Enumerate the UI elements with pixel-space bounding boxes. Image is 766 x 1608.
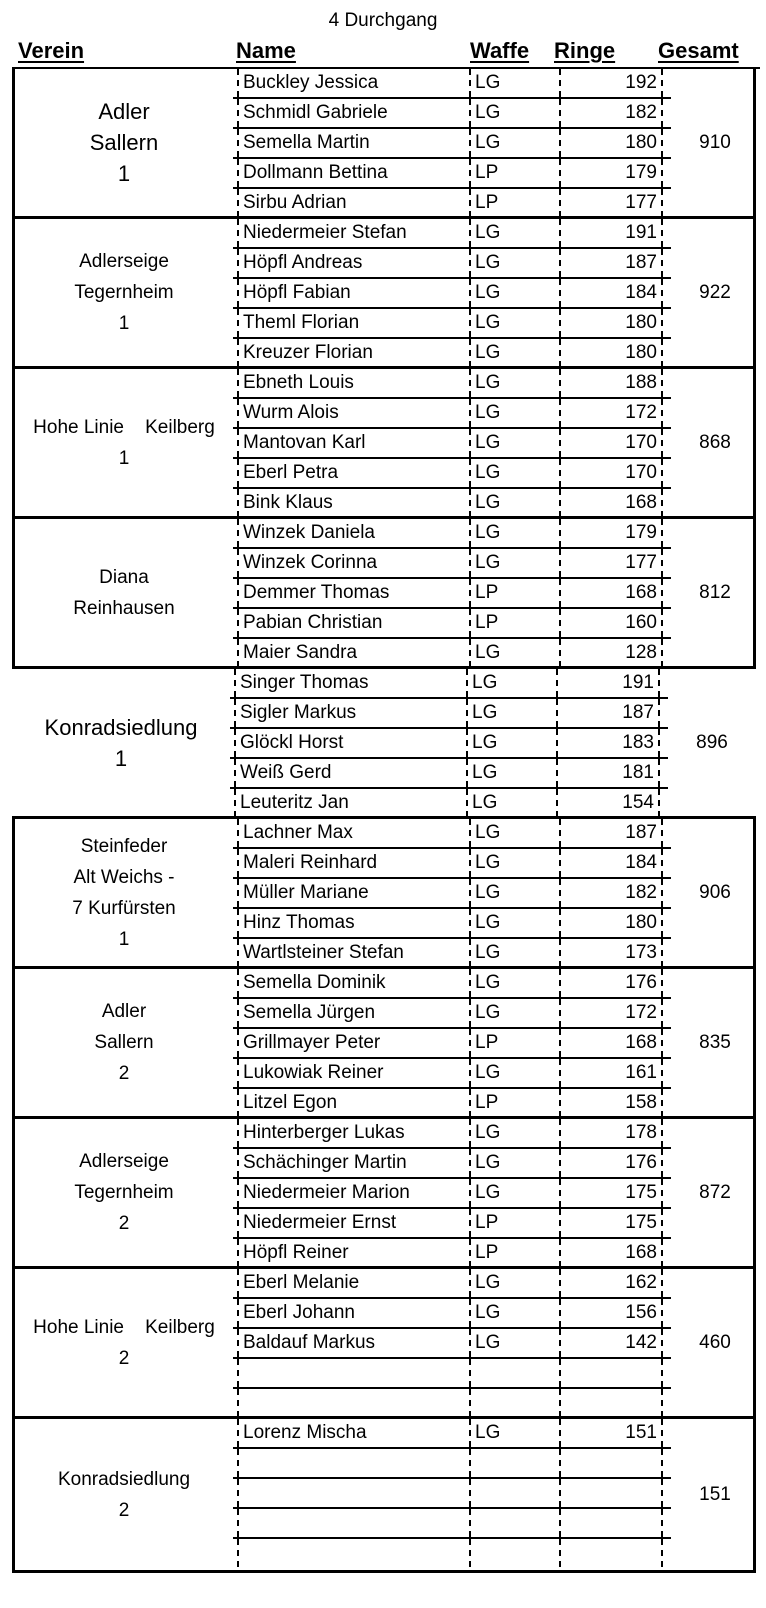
shooter-name — [237, 1359, 467, 1387]
table-row — [233, 279, 671, 309]
table-row — [233, 219, 671, 249]
team-club-name — [15, 1119, 233, 1266]
ring-score: 177 — [559, 549, 663, 577]
shooter-name: Schmidl Gabriele — [237, 99, 467, 127]
shooter-name: Wartlsteiner Stefan — [237, 939, 467, 967]
club-name-line: Konradsiedlung — [44, 714, 198, 740]
shooter-name: Höpfl Fabian — [237, 279, 467, 307]
club-name-line: Tegernheim — [74, 282, 174, 303]
shooter-name: Winzek Corinna — [237, 549, 467, 577]
ring-score: 182 — [559, 99, 663, 127]
shooter-name: Eberl Johann — [237, 1299, 467, 1327]
shooter-name: Schächinger Martin — [237, 1149, 467, 1177]
table-row — [233, 639, 671, 669]
team-club-name — [15, 969, 233, 1116]
table-row — [233, 1269, 671, 1299]
club-name-line: 7 Kurfürsten — [72, 897, 176, 919]
shooter-name: Lorenz Mischa — [237, 1419, 467, 1447]
ring-score: 183 — [556, 729, 660, 757]
table-row — [233, 1299, 671, 1329]
shooter-name: Maier Sandra — [237, 639, 467, 667]
club-name-line: 2 — [118, 1063, 130, 1084]
ring-score: 191 — [559, 219, 663, 247]
team-block — [12, 1269, 756, 1419]
club-name-line: Konradsiedlung — [57, 1468, 191, 1490]
table-row — [233, 819, 671, 849]
weapon-type: LG — [469, 279, 551, 307]
ring-score: 180 — [559, 129, 663, 157]
shooter-name: Hinterberger Lukas — [237, 1119, 467, 1147]
shooter-name: Ebneth Louis — [237, 369, 467, 397]
table-row — [233, 339, 671, 369]
table-row — [233, 579, 671, 609]
table-row — [233, 1239, 671, 1269]
table-row — [233, 1119, 671, 1149]
shooter-name: Demmer Thomas — [237, 579, 467, 607]
table-row — [233, 1179, 671, 1209]
shooter-name: Semella Jürgen — [237, 999, 467, 1027]
shooter-name: Wurm Alois — [237, 399, 467, 427]
header-ringe: Ringe — [554, 38, 616, 63]
team-block — [12, 69, 756, 219]
shooter-name: Maleri Reinhard — [237, 849, 467, 877]
table-row — [233, 309, 671, 339]
ring-score: 162 — [559, 1269, 663, 1297]
weapon-type: LG — [466, 729, 548, 757]
shooter-name: Semella Martin — [237, 129, 467, 157]
team-total: 835 — [699, 1031, 731, 1053]
ring-score — [559, 1509, 663, 1537]
ring-score: 182 — [559, 879, 663, 907]
weapon-type: LG — [466, 789, 548, 817]
weapon-type — [469, 1509, 551, 1537]
weapon-type: LG — [469, 339, 551, 367]
club-name-line: Reinhausen — [73, 597, 175, 619]
ring-score: 175 — [559, 1209, 663, 1237]
shooter-name: Buckley Jessica — [237, 69, 467, 97]
shooter-name — [237, 1539, 467, 1567]
table-row — [233, 399, 671, 429]
weapon-type: LG — [469, 819, 551, 847]
header-verein: Verein — [18, 38, 85, 63]
ring-score: 180 — [559, 909, 663, 937]
table-row — [233, 1419, 671, 1449]
header-name: Name — [236, 38, 296, 63]
team-block — [12, 819, 756, 969]
ring-score: 168 — [559, 579, 663, 607]
club-name-line: 1 — [118, 928, 130, 950]
ring-score: 168 — [559, 1239, 663, 1267]
weapon-type: LG — [469, 219, 551, 247]
table-row — [230, 669, 668, 699]
team-block — [12, 969, 756, 1119]
weapon-type: LG — [469, 1059, 551, 1087]
club-name-line: Tegernheim — [74, 1182, 174, 1203]
weapon-type: LG — [469, 69, 551, 97]
team-total: 151 — [699, 1483, 731, 1505]
team-total: 872 — [699, 1181, 731, 1203]
club-name-line: Adlerseige — [79, 251, 169, 272]
table-row — [233, 1089, 671, 1119]
weapon-type: LG — [469, 309, 551, 337]
ring-score: 168 — [559, 1029, 663, 1057]
weapon-type: LG — [469, 1269, 551, 1297]
table-row — [230, 789, 668, 819]
ring-score: 187 — [559, 249, 663, 277]
team-total: 812 — [699, 581, 731, 603]
shooter-name: Leuteritz Jan — [234, 789, 464, 817]
team-club-name — [15, 819, 233, 966]
shooter-name: Kreuzer Florian — [237, 339, 467, 367]
team-club-name — [12, 669, 230, 816]
ring-score: 176 — [559, 969, 663, 997]
club-name-line: 1 — [118, 447, 130, 469]
weapon-type — [469, 1389, 551, 1417]
ring-score: 170 — [559, 459, 663, 487]
ring-score — [559, 1539, 663, 1567]
team-block — [12, 219, 756, 369]
ring-score: 176 — [559, 1149, 663, 1177]
table-row — [233, 999, 671, 1029]
shooter-name: Litzel Egon — [237, 1089, 467, 1117]
weapon-type: LG — [469, 99, 551, 127]
team-club-name — [15, 369, 233, 516]
weapon-type: LG — [469, 1149, 551, 1177]
weapon-type: LG — [469, 549, 551, 577]
club-name-line: 2 — [118, 1213, 130, 1234]
shooter-name: Grillmayer Peter — [237, 1029, 467, 1057]
weapon-type: LG — [469, 369, 551, 397]
header-gesamt: Gesamt — [658, 38, 739, 63]
table-row — [233, 1539, 671, 1569]
shooter-name: Niedermeier Stefan — [237, 219, 467, 247]
shooter-name: Glöckl Horst — [234, 729, 464, 757]
shooter-name: Theml Florian — [237, 309, 467, 337]
shooter-name: Winzek Daniela — [237, 519, 467, 547]
team-block — [12, 669, 756, 819]
weapon-type: LG — [469, 879, 551, 907]
ring-score: 170 — [559, 429, 663, 457]
weapon-type — [469, 1479, 551, 1507]
club-name-line: 1 — [114, 745, 128, 771]
shooter-name: Höpfl Andreas — [237, 249, 467, 277]
weapon-type: LG — [469, 639, 551, 667]
club-name-line: 1 — [117, 161, 131, 186]
header-waffe: Waffe — [470, 38, 530, 63]
club-name-line: Sallern — [94, 1032, 154, 1053]
ring-score — [559, 1359, 663, 1387]
team-block — [12, 519, 756, 669]
table-row — [233, 429, 671, 459]
table-row — [233, 1509, 671, 1539]
ring-score: 168 — [559, 489, 663, 517]
weapon-type — [469, 1359, 551, 1387]
ring-score: 180 — [559, 339, 663, 367]
table-row — [233, 1329, 671, 1359]
club-name-line: Sallern — [89, 130, 159, 155]
shooter-name — [237, 1389, 467, 1417]
weapon-type: LP — [469, 189, 551, 217]
table-row — [233, 549, 671, 579]
weapon-type: LG — [469, 519, 551, 547]
table-row — [233, 369, 671, 399]
ring-score: 128 — [559, 639, 663, 667]
shooter-name: Lachner Max — [237, 819, 467, 847]
ring-score: 178 — [559, 1119, 663, 1147]
shooter-name: Lukowiak Reiner — [237, 1059, 467, 1087]
ring-score: 180 — [559, 309, 663, 337]
ring-score: 187 — [556, 699, 660, 727]
club-name-line: 2 — [118, 1499, 130, 1521]
shooter-name: Pabian Christian — [237, 609, 467, 637]
team-club-name — [15, 69, 233, 216]
team-block — [12, 1419, 756, 1573]
weapon-type: LP — [469, 609, 551, 637]
shooter-name: Eberl Petra — [237, 459, 467, 487]
weapon-type: LG — [469, 1119, 551, 1147]
weapon-type: LG — [469, 1299, 551, 1327]
ring-score: 191 — [556, 669, 660, 697]
weapon-type: LG — [469, 969, 551, 997]
ring-score: 156 — [559, 1299, 663, 1327]
shooter-name: Sirbu Adrian — [237, 189, 467, 217]
weapon-type: LG — [469, 909, 551, 937]
table-row — [233, 1059, 671, 1089]
ring-score: 161 — [559, 1059, 663, 1087]
club-name-line: Hohe Linie Keilberg — [33, 1316, 215, 1338]
ring-score: 184 — [559, 279, 663, 307]
table-row — [233, 249, 671, 279]
weapon-type — [469, 1539, 551, 1567]
shooter-name — [237, 1449, 467, 1477]
ring-score: 175 — [559, 1179, 663, 1207]
table-row — [233, 69, 671, 99]
club-name-line: 2 — [118, 1347, 130, 1369]
table-row — [233, 1149, 671, 1179]
club-name-line: 1 — [118, 313, 130, 334]
shooter-name: Sigler Markus — [234, 699, 464, 727]
table-row — [233, 609, 671, 639]
table-row — [233, 1359, 671, 1389]
table-row — [233, 1389, 671, 1419]
team-club-name — [15, 219, 233, 366]
ring-score: 179 — [559, 159, 663, 187]
shooter-name: Baldauf Markus — [237, 1329, 467, 1357]
shooter-name: Niedermeier Marion — [237, 1179, 467, 1207]
table-row — [233, 1209, 671, 1239]
weapon-type: LG — [469, 939, 551, 967]
weapon-type: LG — [466, 669, 548, 697]
weapon-type: LP — [469, 1029, 551, 1057]
team-total: 910 — [699, 131, 731, 153]
table-row — [233, 939, 671, 969]
shooter-name: Semella Dominik — [237, 969, 467, 997]
table-row — [233, 969, 671, 999]
ring-score: 187 — [559, 819, 663, 847]
ring-score: 173 — [559, 939, 663, 967]
table-row — [233, 909, 671, 939]
shooter-name: Weiß Gerd — [234, 759, 464, 787]
team-club-name — [15, 1419, 233, 1570]
ring-score: 184 — [559, 849, 663, 877]
weapon-type: LG — [466, 699, 548, 727]
club-name-line: Alt Weichs - — [73, 866, 175, 888]
shooter-name: Eberl Melanie — [237, 1269, 467, 1297]
shooter-name: Bink Klaus — [237, 489, 467, 517]
weapon-type: LG — [469, 1179, 551, 1207]
ring-score — [559, 1389, 663, 1417]
weapon-type: LP — [469, 1209, 551, 1237]
weapon-type: LG — [469, 1419, 551, 1447]
shooter-name: Singer Thomas — [234, 669, 464, 697]
table-row — [233, 849, 671, 879]
table-row — [233, 1479, 671, 1509]
weapon-type — [469, 1449, 551, 1477]
weapon-type: LG — [469, 999, 551, 1027]
table-row — [233, 1449, 671, 1479]
ring-score — [559, 1449, 663, 1477]
team-block — [12, 369, 756, 519]
table-row — [233, 1029, 671, 1059]
shooter-name: Hinz Thomas — [237, 909, 467, 937]
shooter-name: Müller Mariane — [237, 879, 467, 907]
ring-score: 177 — [559, 189, 663, 217]
ring-score — [559, 1479, 663, 1507]
ring-score: 192 — [559, 69, 663, 97]
weapon-type: LG — [469, 1329, 551, 1357]
table-row — [233, 129, 671, 159]
table-row — [230, 729, 668, 759]
shooter-name — [237, 1479, 467, 1507]
table-row — [233, 459, 671, 489]
ring-score: 142 — [559, 1329, 663, 1357]
table-row — [233, 879, 671, 909]
team-total: 922 — [699, 281, 731, 303]
ring-score: 158 — [559, 1089, 663, 1117]
shooter-name: Dollmann Bettina — [237, 159, 467, 187]
shooter-name: Mantovan Karl — [237, 429, 467, 457]
ring-score: 172 — [559, 999, 663, 1027]
shooter-name: Niedermeier Ernst — [237, 1209, 467, 1237]
weapon-type: LP — [469, 159, 551, 187]
ring-score: 179 — [559, 519, 663, 547]
weapon-type: LP — [469, 1089, 551, 1117]
club-name-line: Adler — [101, 1001, 147, 1022]
weapon-type: LP — [469, 579, 551, 607]
table-row — [233, 519, 671, 549]
team-total: 896 — [696, 731, 728, 753]
table-row — [233, 189, 671, 219]
table-row — [230, 759, 668, 789]
club-name-line: Steinfeder — [80, 835, 168, 857]
club-name-line: Adlerseige — [79, 1151, 169, 1172]
ring-score: 188 — [559, 369, 663, 397]
weapon-type: LG — [469, 849, 551, 877]
club-name-line: Diana — [99, 566, 149, 588]
weapon-type: LG — [469, 489, 551, 517]
shooter-name — [237, 1509, 467, 1537]
team-block — [12, 1119, 756, 1269]
team-total: 460 — [699, 1331, 731, 1353]
weapon-type: LG — [469, 459, 551, 487]
shooter-name: Höpfl Reiner — [237, 1239, 467, 1267]
team-club-name — [15, 1269, 233, 1416]
club-name-line: Adler — [98, 99, 150, 124]
ring-score: 181 — [556, 759, 660, 787]
weapon-type: LG — [466, 759, 548, 787]
club-name-line: Hohe Linie Keilberg — [33, 416, 215, 438]
table-row — [233, 489, 671, 519]
weapon-type: LG — [469, 129, 551, 157]
weapon-type: LP — [469, 1239, 551, 1267]
team-club-name — [15, 519, 233, 666]
weapon-type: LG — [469, 399, 551, 427]
weapon-type: LG — [469, 249, 551, 277]
team-total: 868 — [699, 431, 731, 453]
weapon-type: LG — [469, 429, 551, 457]
table-row — [230, 699, 668, 729]
ring-score: 172 — [559, 399, 663, 427]
ring-score: 160 — [559, 609, 663, 637]
ring-score: 154 — [556, 789, 660, 817]
table-row — [233, 99, 671, 129]
page-title: 4 Durchgang — [328, 10, 438, 31]
table-row — [233, 159, 671, 189]
team-total: 906 — [699, 881, 731, 903]
ring-score: 151 — [559, 1419, 663, 1447]
